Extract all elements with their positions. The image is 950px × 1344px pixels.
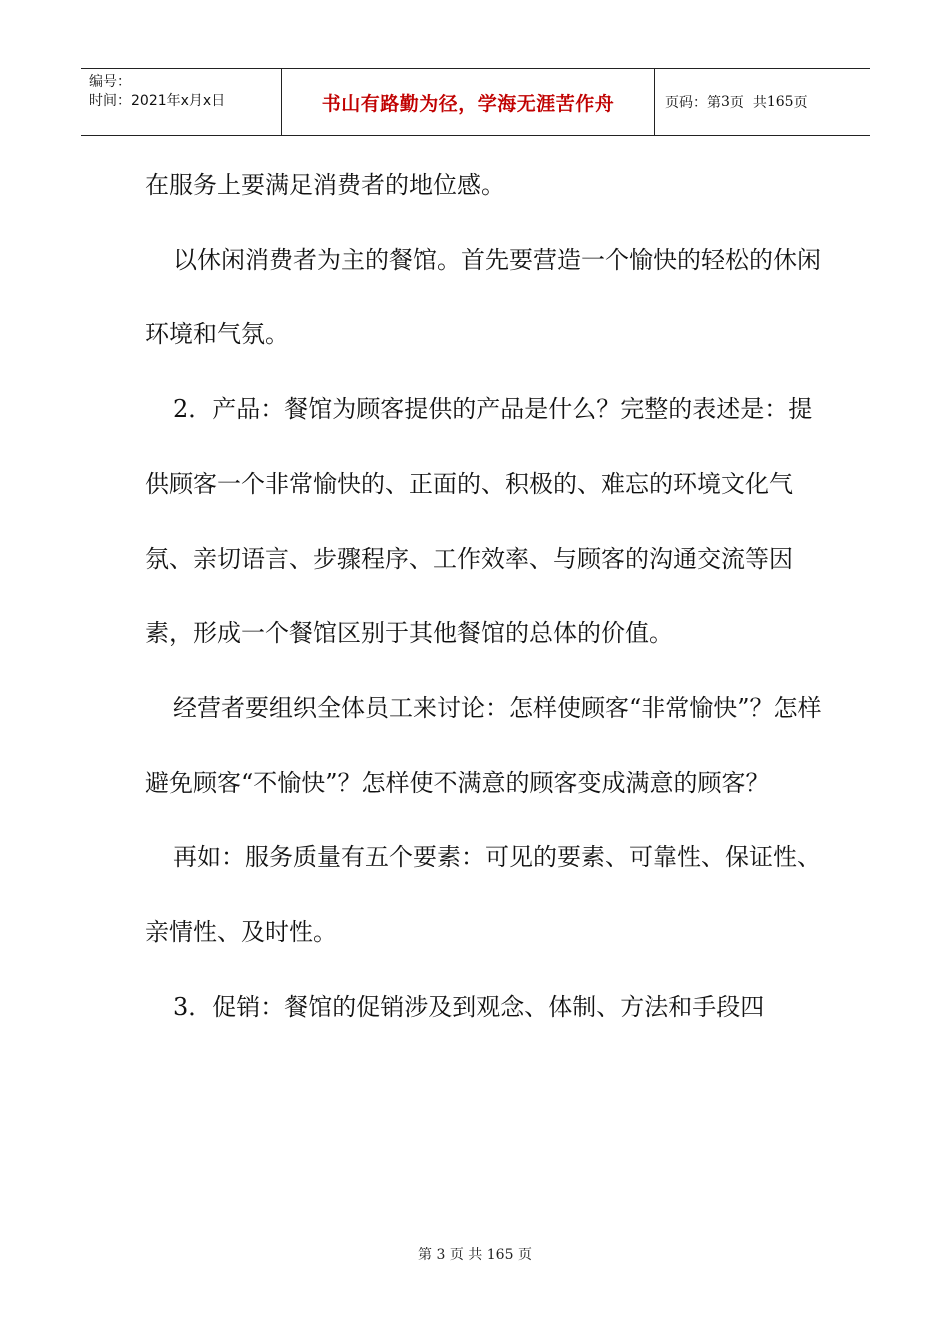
header-page-info [655,69,870,135]
paragraph-1: 在服务上要满足消费者的地位感。 [145,171,505,199]
footer-prefix: 第 [418,1247,433,1263]
paragraph-4: 经营者要组织全体员工来讨论：怎样使顾客“非常愉快”？怎样避免顾客“不愉快”？怎样使不满意的顾客变成满意的顾客？ [145,693,822,797]
document-body [145,148,825,1044]
paragraph-5: 再如：服务质量有五个要素：可见的要素、可靠性、保证性、亲情性、及时性。 [145,843,821,947]
paragraph-2: 以休闲消费者为主的餐馆。首先要营造一个愉快的轻松的休闲环境和气氛。 [145,245,821,349]
page-info-middle: 页 共 [729,95,767,111]
page-info-suffix: 页 [793,95,808,111]
document-number-label: 编号： [89,74,131,90]
footer-current: 3 [436,1247,446,1263]
page-info-current: 3 [721,94,730,110]
paragraph-3: 2．产品：餐馆为顾客提供的产品是什么？完整的表述是：提供顾客一个非常愉快的、正面的、积极的、难忘的环境文化气氛、亲切语言、步骤程序、工作效率、与顾客的沟通交流等因素，形成一个餐馆区别于其他餐馆的总体的价值。 [145,395,813,648]
page-info-total: 165 [766,94,794,110]
page-footer [0,1244,950,1264]
paragraph-6: 3．促销：餐馆的促销涉及到观念、体制、方法和手段四 [173,992,765,1021]
page-info-prefix: 页码：第 [665,95,721,111]
header-meta-cell [81,69,282,135]
document-header [81,68,870,136]
header-motto: 书山有路勤为径，学海无涯苦作舟 [282,69,655,135]
footer-suffix: 页 [517,1247,532,1263]
footer-middle: 页 共 [449,1247,483,1263]
footer-total: 165 [486,1247,514,1263]
document-date: 时间：2021年x月x日 [89,93,226,109]
